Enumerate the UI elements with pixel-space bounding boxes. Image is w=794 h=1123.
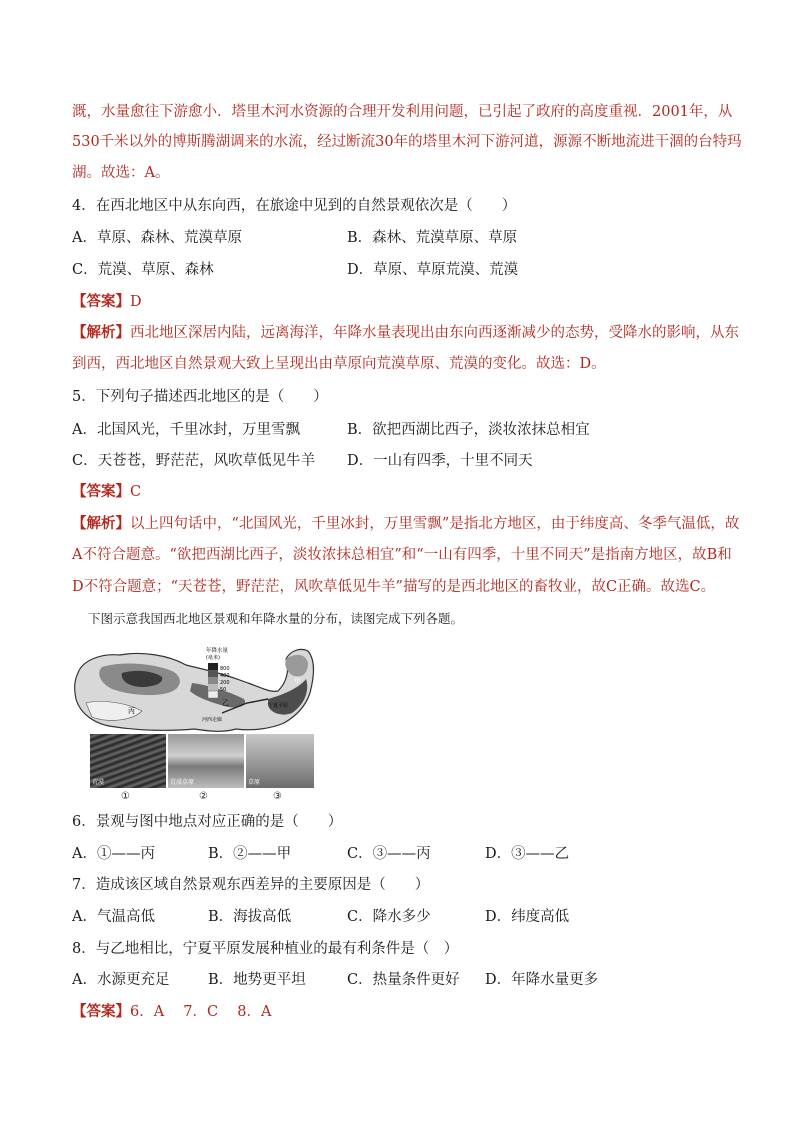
analysis-text: 西北地区深居内陆，远离海洋，年降水量表现出由东向西逐渐减少的态势，受降水的影响，从东 — [130, 325, 739, 341]
question-4-option-c: C．荒漠、草原、森林 — [72, 262, 214, 278]
question-4-answer — [72, 292, 142, 312]
photo-desert-steppe — [168, 734, 244, 788]
question-7-option-d: D．纬度高低 — [485, 909, 570, 925]
question-5-analysis-line-1 — [72, 514, 739, 534]
label-hexi-corridor: 河西走廊 — [202, 717, 223, 723]
label-ningxia-plain: 宁夏平原 — [268, 703, 289, 709]
photo-label: 草原 — [248, 779, 261, 786]
question-6-option-b: B．②——甲 — [208, 846, 292, 862]
northwest-china-figure — [72, 643, 318, 805]
legend-unit: (毫米) — [206, 655, 220, 661]
analysis-tag: 【解析】 — [72, 324, 130, 341]
prev-explanation-line-2: 530千米以外的博斯腾湖调来的水流，经过断流30年的塔里木河下游河道，源源不断地流进干涸的台特玛 — [72, 134, 742, 150]
question-5-option-a: A．北国风光，千里冰封，万里雪飘 — [72, 422, 300, 438]
legend-level: 50 — [220, 687, 227, 693]
prev-explanation-line-1: 溉，水量愈往下游愈小．塔里木河水资源的合理开发利用问题，已引起了政府的高度重视．2001年，从 — [72, 104, 733, 120]
question-6-option-a: A．①——丙 — [72, 846, 155, 862]
question-8-option-a: A．水源更充足 — [72, 972, 170, 988]
place-bing: 丙 — [128, 707, 135, 715]
question-8-option-c: C．热量条件更好 — [347, 972, 460, 988]
photo-number: ① — [121, 791, 130, 802]
question-6-option-d: D．③——乙 — [485, 846, 570, 862]
legend-level: 400 — [220, 673, 230, 679]
question-4-option-d: D．草原、草原荒漠、荒漠 — [347, 262, 519, 278]
question-4-analysis-line-1 — [72, 323, 739, 343]
place-jia: 甲 — [294, 677, 301, 685]
question-7-option-c: C．降水多少 — [347, 909, 431, 925]
answer-value: D — [130, 294, 142, 310]
answer-value: C — [130, 484, 142, 500]
question-4-analysis-line-2: 到西，西北地区自然景观大致上呈现出由草原向荒漠草原、荒漠的变化。故选：D。 — [72, 356, 606, 372]
answer-tag: 【答案】 — [72, 293, 130, 310]
photo-grassland — [246, 734, 314, 788]
legend-title: 年降水量 — [206, 648, 229, 654]
answer-value: 6．A 7．C 8．A — [130, 1004, 272, 1020]
question-5-analysis-line-3: D不符合题意；“天苍苍，野茫茫，风吹草低见牛羊”描写的是西北地区的畜牧业，故C正确。故选C。 — [72, 579, 716, 595]
question-7-option-a: A．气温高低 — [72, 909, 155, 925]
question-8-stem: 8．与乙地相比，宁夏平原发展种植业的最有利条件是（ ） — [72, 941, 459, 957]
question-5-option-b: B．欲把西湖比西子，淡妆浓抹总相宜 — [347, 422, 590, 438]
analysis-text: 以上四句话中，“北国风光，千里冰封，万里雪飘”是指北方地区，由于纬度高、冬季气温低，故 — [130, 516, 740, 532]
question-7-option-b: B．海拔高低 — [208, 909, 292, 925]
precipitation-map — [72, 643, 318, 733]
place-yi: 乙 — [222, 699, 229, 707]
question-6-stem: 6．景观与图中地点对应正确的是（ ） — [72, 814, 343, 830]
question-4-option-b: B．森林、荒漠草原、草原 — [347, 230, 518, 246]
photo-number: ③ — [273, 791, 282, 802]
question-4-stem: 4．在西北地区中从东向西，在旅途中见到的自然景观依次是（ ） — [72, 198, 517, 214]
question-5-option-c: C．天苍苍，野茫茫，风吹草低见牛羊 — [72, 453, 316, 469]
answer-tag: 【答案】 — [72, 483, 130, 500]
analysis-tag: 【解析】 — [72, 515, 130, 532]
question-6-option-c: C．③——丙 — [347, 846, 431, 862]
answer-tag: 【答案】 — [72, 1003, 130, 1020]
question-4-option-a: A．草原、森林、荒漠草原 — [72, 230, 242, 246]
question-8-option-d: D．年降水量更多 — [485, 972, 599, 988]
questions-6-8-answer — [72, 1002, 271, 1022]
legend-level: 800 — [220, 666, 230, 672]
figure-intro: 下图示意我国西北地区景观和年降水量的分布，读图完成下列各题。 — [88, 611, 464, 626]
question-5-option-d: D．一山有四季，十里不同天 — [347, 453, 533, 469]
legend-level: 200 — [220, 680, 230, 686]
photo-label: 荒漠草原 — [170, 779, 195, 786]
prev-explanation-line-3: 湖。故选：A。 — [72, 165, 170, 181]
question-8-option-b: B．地势更平坦 — [208, 972, 306, 988]
question-5-analysis-line-2: A不符合题意。“欲把西湖比西子，淡妆浓抹总相宜”和“一山有四季，十里不同天”是指南方地区，故B和 — [72, 547, 732, 563]
photo-label: 荒漠 — [92, 779, 105, 786]
question-7-stem: 7．造成该区域自然景观东西差异的主要原因是（ ） — [72, 877, 430, 893]
photo-desert — [90, 734, 166, 788]
question-5-stem: 5．下列句子描述西北地区的是（ ） — [72, 389, 328, 405]
question-5-answer — [72, 482, 141, 502]
photo-number: ② — [199, 791, 208, 802]
